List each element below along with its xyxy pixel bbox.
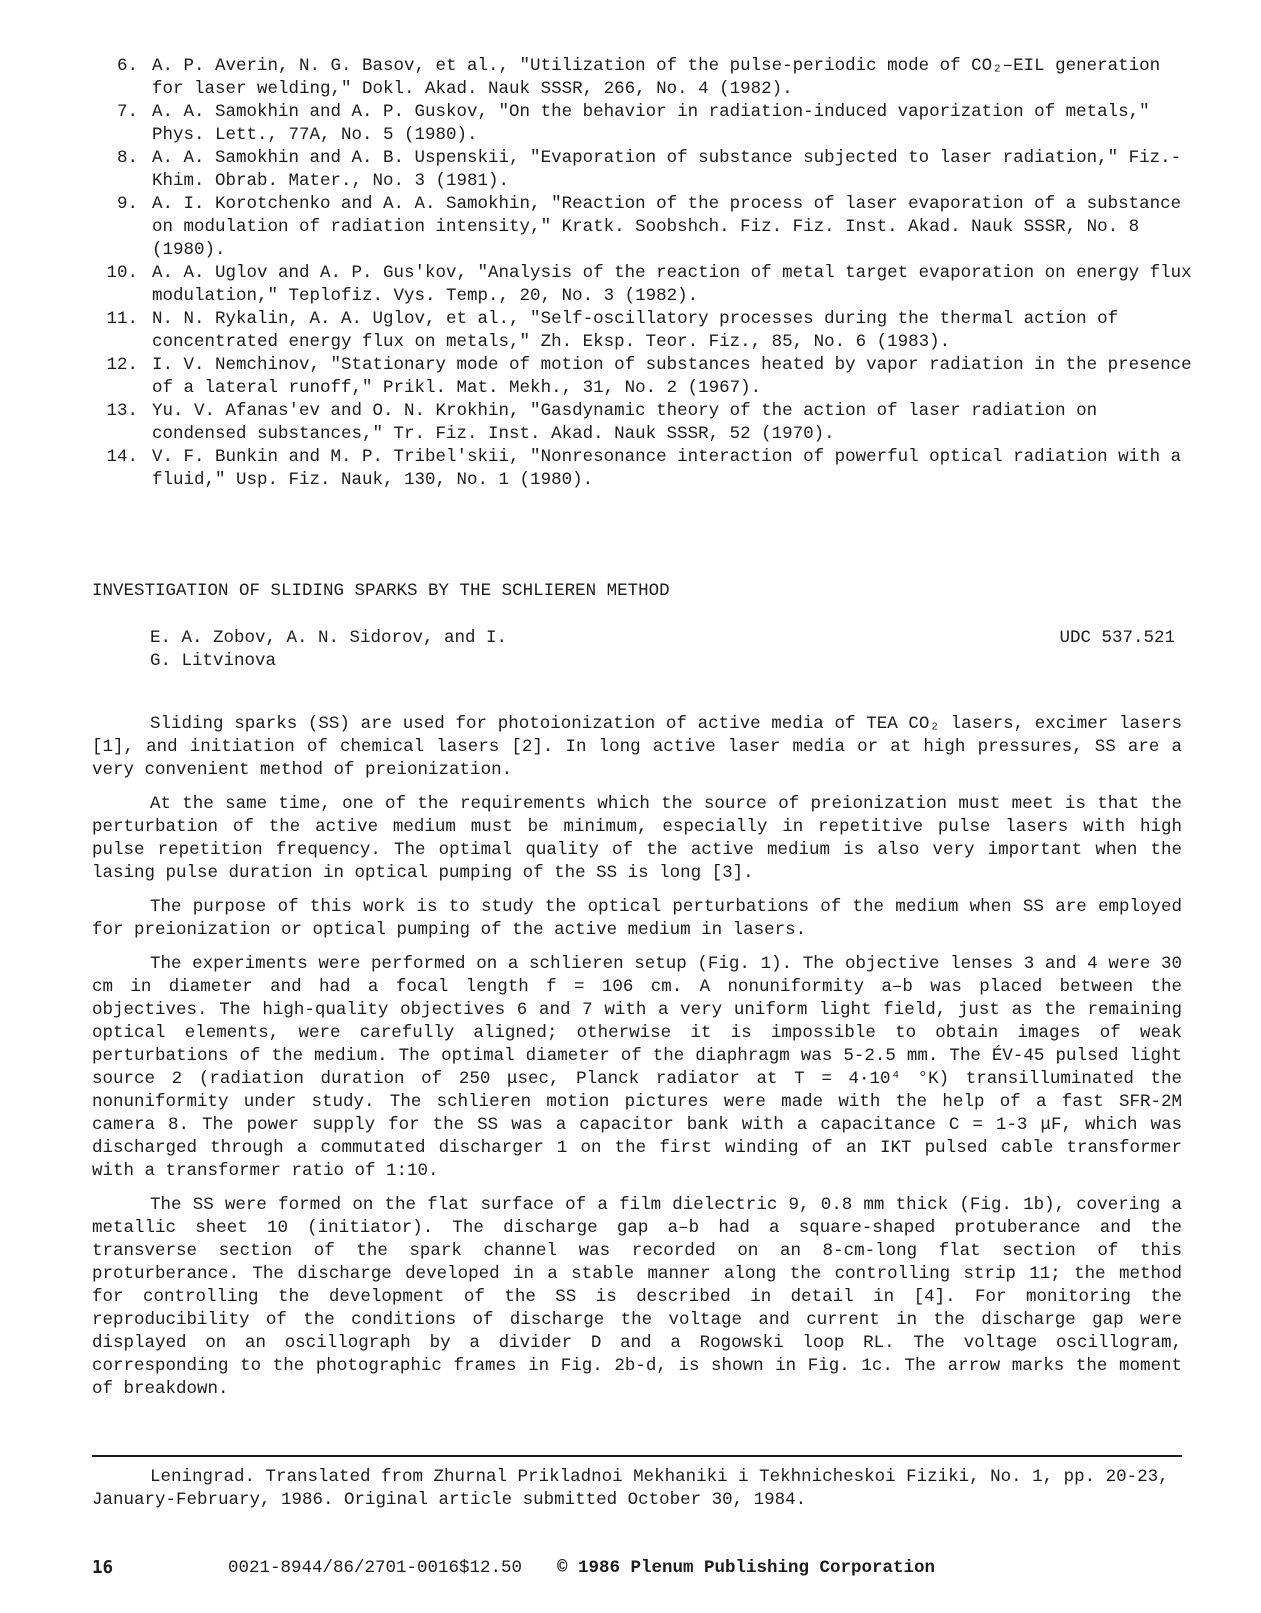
reference-text: A. A. Samokhin and A. P. Guskov, "On the behavior in radiation-induced vaporization of metals," Phys. Lett., 77A, No. 5 (1980). <box>152 102 1150 145</box>
reference-text: Yu. V. Afanas'ev and O. N. Krokhin, "Gasdynamic theory of the action of laser radiation on condensed substances," Tr. Fiz. Inst. Akad. Nauk SSSR, 52 (1970). <box>152 401 1098 444</box>
reference-text: A. A. Uglov and A. P. Gus'kov, "Analysis of the reaction of metal target evaporation on energy flux modulation," Teplofiz. Vys. Temp., 20, No. 3 (1982). <box>152 263 1192 306</box>
reference-number: 12. <box>106 355 138 375</box>
body-paragraph: Sliding sparks (SS) are used for photoionization of active media of TEA CO₂ lasers, excimer lasers [1], and initiation of chemical lasers [2]. In long active laser media or at high pressures, SS are a very convenient method of preionization. <box>92 714 1182 780</box>
reference-item <box>92 101 1202 147</box>
article-code: 0021-8944/86/2701-0016$12.50 <box>228 1558 523 1578</box>
reference-number: 7. <box>116 102 138 122</box>
body-paragraph: The SS were formed on the flat surface of a film dielectric 9, 0.8 mm thick (Fig. 1b), covering a metallic sheet 10 (initiator). The discharge gap a–b had a square-shaped protuberance and the transverse section of the spark channel was recorded on an 8-cm-long flat section of this proturberance. The discharge developed in a stable manner along the controlling strip 11; the method for controlling the development of the SS is described in detail in [4]. For monitoring the reproducibility of the conditions of discharge the voltage and current in the discharge gap were displayed on an oscillograph by a divider D and a Rogowski loop RL. The voltage oscillogram, corresponding to the photographic frames in Fig. 2b-d, is shown in Fig. 1c. The arrow marks the moment of breakdown. <box>92 1195 1182 1399</box>
reference-list <box>92 55 1202 492</box>
page-number: 16 <box>92 1558 114 1578</box>
reference-text: I. V. Nemchinov, "Stationary mode of motion of substances heated by vapor radiation in the presence of a lateral runoff," Prikl. Mat. Mekh., 31, No. 2 (1967). <box>152 355 1192 398</box>
reference-item <box>92 354 1202 400</box>
article-body <box>92 713 1182 1412</box>
reference-number: 6. <box>116 56 138 76</box>
body-paragraph: The experiments were performed on a schlieren setup (Fig. 1). The objective lenses 3 and 4 were 30 cm in diameter and had a focal length f = 106 cm. A nonuniformity a–b was placed between the objectives. The high-quality objectives 6 and 7 with a very uniform light field, just as the remaining optical elements, were carefully aligned; otherwise it is impossible to obtain images of weak perturbations of the medium. The optimal diameter of the diaphragm was 5-2.5 mm. The ÉV-45 pulsed light source 2 (radiation duration of 250 μsec, Planck radiator at T = 4·10⁴ °K) transilluminated the nonuniformity under study. The schlieren motion pictures were made with the help of a fast SFR-2M camera 8. The power supply for the SS was a capacitor bank with a capacitance C = 1-3 μF, which was discharged through a commutated discharger 1 on the first winding of an IKT pulsed cable transformer with a transformer ratio of 1:10. <box>92 954 1182 1181</box>
reference-item <box>92 55 1202 101</box>
footnote <box>92 1466 1182 1512</box>
reference-number: 14. <box>106 447 138 467</box>
reference-item <box>92 147 1202 193</box>
body-paragraph: The purpose of this work is to study the optical perturbations of the medium when SS are employed for preionization or optical pumping of the active medium in lasers. <box>92 897 1182 940</box>
reference-number: 8. <box>116 148 138 168</box>
reference-item <box>92 446 1202 492</box>
reference-text: V. F. Bunkin and M. P. Tribel'skii, "Nonresonance interaction of powerful optical radiation with a fluid," Usp. Fiz. Nauk, 130, No. 1 (1980). <box>152 447 1182 490</box>
article-title: INVESTIGATION OF SLIDING SPARKS BY THE SCHLIEREN METHOD <box>92 581 670 601</box>
reference-item <box>92 308 1202 354</box>
copyright-notice: © 1986 Plenum Publishing Corporation <box>557 1558 936 1578</box>
reference-item <box>92 400 1202 446</box>
reference-number: 9. <box>116 194 138 214</box>
footnote-text: Leningrad. Translated from Zhurnal Prikladnoi Mekhaniki i Tekhnicheskoi Fiziki, No. 1, pp. 20-23, January-February, 1986. Original article submitted October 30, 1984. <box>92 1467 1169 1510</box>
reference-number: 13. <box>106 401 138 421</box>
reference-text: A. I. Korotchenko and A. A. Samokhin, "Reaction of the process of laser evaporation of a substance on modulation of radiation intensity," Kratk. Soobshch. Fiz. Fiz. Inst. Akad. Nauk SSSR, No. 8 (1980). <box>152 194 1182 260</box>
page-footer <box>92 1557 1182 1583</box>
reference-number: 10. <box>106 263 138 283</box>
reference-item <box>92 262 1202 308</box>
reference-text: A. P. Averin, N. G. Basov, et al., "Utilization of the pulse-periodic mode of CO₂–EIL generation for laser welding," Dokl. Akad. Nauk SSSR, 266, No. 4 (1982). <box>152 56 1161 99</box>
reference-text: A. A. Samokhin and A. B. Uspenskii, "Evaporation of substance subjected to laser radiation," Fiz.-Khim. Obrab. Mater., No. 3 (1981). <box>152 148 1182 191</box>
reference-item <box>92 193 1202 262</box>
body-paragraph: At the same time, one of the requirements which the source of preionization must meet is that the perturbation of the active medium must be minimum, especially in repetitive pulse lasers with high pulse repetition frequency. The optimal quality of the active medium is also very important when the lasing pulse duration in optical pumping of the SS is long [3]. <box>92 794 1182 883</box>
footnote-divider <box>92 1455 1182 1457</box>
reference-number: 11. <box>106 309 138 329</box>
reference-text: N. N. Rykalin, A. A. Uglov, et al., "Self-oscillatory processes during the thermal action of concentrated energy flux on metals," Zh. Eksp. Teor. Fiz., 85, No. 6 (1983). <box>152 309 1119 352</box>
article-authors: E. A. Zobov, A. N. Sidorov, and I. G. Litvinova <box>150 628 508 671</box>
udc-code: UDC 537.521 <box>1059 628 1175 648</box>
